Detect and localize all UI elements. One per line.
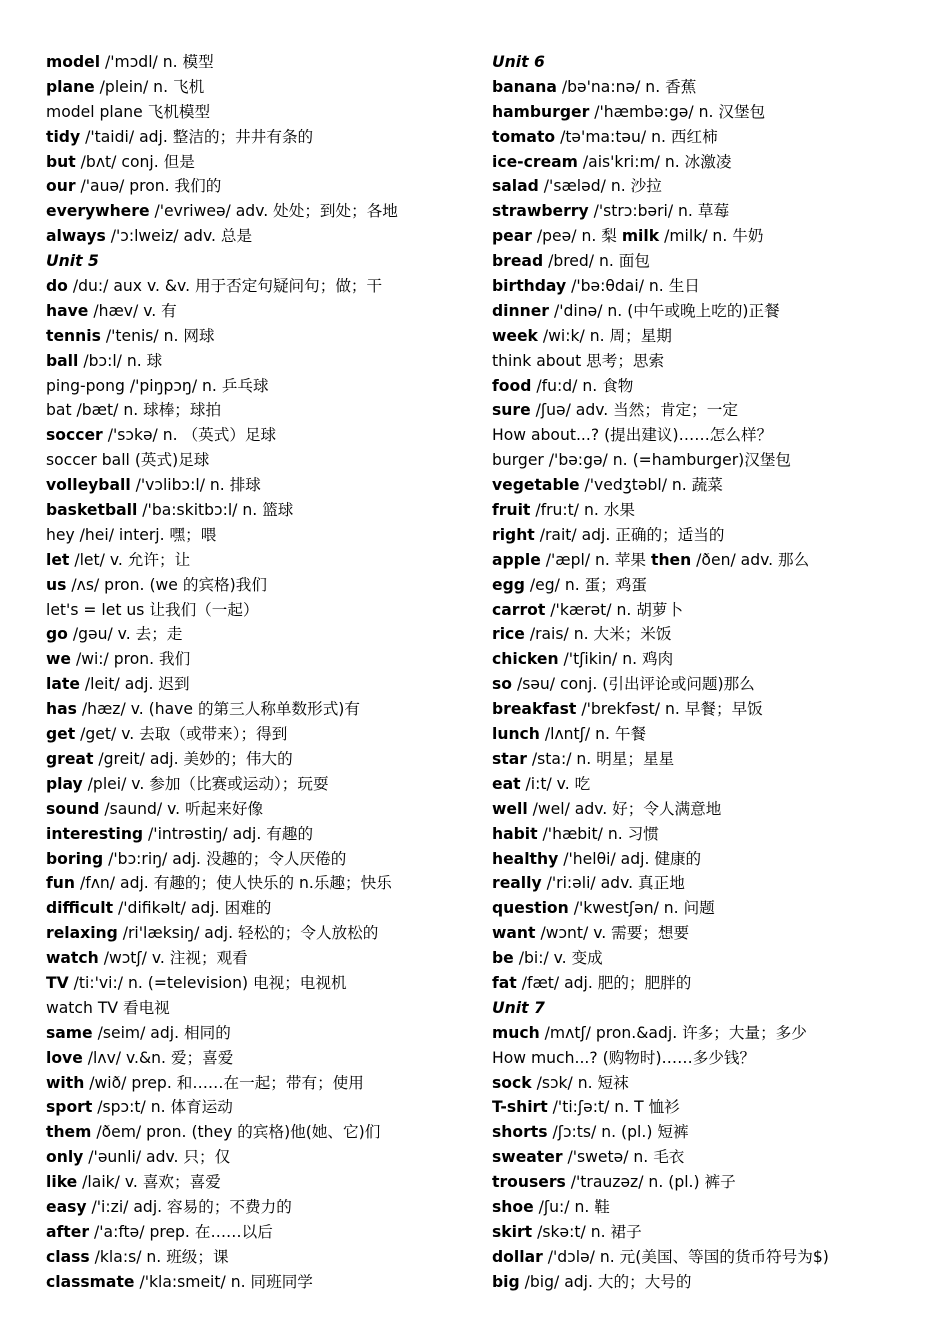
vocab-entry (492, 1145, 942, 1170)
headword: shoe (492, 1197, 534, 1216)
definition: /plei/ v. 参加（比赛或运动）；玩耍 (82, 774, 329, 793)
vocab-entry (492, 398, 942, 423)
vocab-entry (46, 150, 486, 175)
definition: /wi:k/ n. 周；星期 (537, 326, 672, 345)
definition: hey /hei/ interj. 嘿；喂 (46, 525, 217, 544)
vocab-entry (46, 1095, 486, 1120)
vocab-entry (46, 822, 486, 847)
definition: /fu:d/ n. 食物 (531, 376, 634, 395)
vocab-entry (46, 971, 486, 996)
headword: big (492, 1272, 520, 1291)
definition: /sta:/ n. 明星；星星 (526, 749, 675, 768)
vocab-entry (46, 1021, 486, 1046)
vocab-entry (46, 1195, 486, 1220)
headword: basketball (46, 501, 138, 520)
definition: /'sæləd/ n. 沙拉 (538, 177, 662, 196)
vocab-entry (46, 1245, 486, 1270)
definition: /skə:t/ n. 裙子 (532, 1222, 642, 1241)
definition: /'kla:smeit/ n. 同班同学 (134, 1272, 313, 1291)
headword: do (46, 277, 68, 296)
vocab-entry (46, 797, 486, 822)
headword: ball (46, 351, 79, 370)
definition: /ʌs/ pron. (we 的宾格)我们 (66, 575, 267, 594)
left-column (46, 50, 486, 1295)
vocab-entry (492, 598, 942, 623)
vocab-entry (492, 374, 942, 399)
headword: always (46, 227, 106, 246)
vocab-entry (46, 274, 486, 299)
headword: soccer (46, 426, 103, 445)
headword: let (46, 550, 70, 569)
vocab-entry (492, 573, 942, 598)
vocab-entry (46, 224, 486, 249)
vocab-entry (492, 1071, 942, 1096)
headword: get (46, 725, 76, 744)
definition: /laik/ v. 喜欢；喜爱 (77, 1173, 221, 1192)
definition: /bɔ:l/ n. 球 (78, 351, 163, 370)
headword: hamburger (492, 102, 590, 121)
definition: /fʌn/ adj. 有趣的；使人快乐的 n.乐趣；快乐 (75, 874, 392, 893)
headword: tidy (46, 127, 81, 146)
vocab-entry (492, 921, 942, 946)
vocab-entry (46, 1170, 486, 1195)
vocab-entry (46, 498, 486, 523)
vocab-entry (46, 622, 486, 647)
definition: let's = let us 让我们（一起） (46, 600, 259, 619)
vocab-entry (492, 946, 942, 971)
vocab-entry (492, 249, 942, 274)
definition: /mʌtʃ/ pron.&adj. 许多；大量；多少 (539, 1023, 807, 1042)
definition: /'hæmbə:gə/ n. 汉堡包 (589, 102, 766, 121)
definition: /'auə/ pron. 我们的 (75, 177, 222, 196)
definition: /ʃɔ:ts/ n. (pl.) 短裤 (547, 1123, 689, 1142)
definition: /ti:'vi:/ n. (=television) 电视；电视机 (68, 973, 347, 992)
definition: /'i:zi/ adj. 容易的；不费力的 (86, 1197, 292, 1216)
definition: /'swetə/ n. 毛衣 (562, 1148, 685, 1167)
definition: /peə/ n. 梨 (531, 227, 622, 246)
headword: has (46, 700, 77, 719)
definition: /get/ v. 去取（或带来）；得到 (75, 725, 288, 744)
headword: sound (46, 799, 100, 818)
headword: carrot (492, 600, 546, 619)
headword: we (46, 650, 71, 669)
headword: great (46, 749, 94, 768)
definition: /'dinə/ n. (中午或晚上吃的)正餐 (548, 301, 780, 320)
vocab-entry (46, 125, 486, 150)
vocab-entry (46, 100, 486, 125)
headword: well (492, 799, 528, 818)
definition: /seim/ adj. 相同的 (92, 1023, 231, 1042)
headword: have (46, 301, 89, 320)
vocab-entry (492, 448, 942, 473)
definition: /plein/ n. 飞机 (94, 77, 205, 96)
vocab-entry (492, 871, 942, 896)
vocab-entry (492, 1046, 942, 1071)
definition: How much...? (购物时)……多少钱？ (492, 1048, 756, 1067)
definition: /'tenis/ n. 网球 (100, 326, 215, 345)
definition: /'ti:ʃə:t/ n. T 恤衫 (547, 1098, 680, 1117)
headword: bread (492, 252, 544, 271)
vocab-entry (46, 548, 486, 573)
vocab-entry (46, 946, 486, 971)
vocab-entry (46, 896, 486, 921)
vocab-entry (492, 548, 942, 573)
vocab-entry (492, 125, 942, 150)
vocab-entry (492, 847, 942, 872)
headword: lunch (492, 725, 540, 744)
vocab-entry (492, 722, 942, 747)
headword: dinner (492, 301, 549, 320)
headword: sweater (492, 1148, 563, 1167)
vocab-entry (492, 75, 942, 100)
vocab-entry (492, 423, 942, 448)
headword: same (46, 1023, 93, 1042)
definition: /big/ adj. 大的；大号的 (519, 1272, 692, 1291)
definition: /wel/ adv. 好；令人满意地 (527, 799, 722, 818)
definition: /'bɔ:riŋ/ adj. 没趣的；令人厌倦的 (103, 849, 347, 868)
headword: right (492, 525, 535, 544)
definition: /'evriweə/ adv. 处处；到处；各地 (149, 202, 398, 221)
unit-heading: Unit 5 (46, 252, 99, 271)
definition: /'hæbit/ n. 习惯 (537, 824, 659, 843)
definition: /səu/ conj. (引出评论或问题)那么 (512, 675, 755, 694)
definition: /'taidi/ adj. 整洁的；井井有条的 (80, 127, 314, 146)
definition: /greit/ adj. 美妙的；伟大的 (93, 749, 293, 768)
headword: classmate (46, 1272, 135, 1291)
definition: /wi:/ pron. 我们 (70, 650, 191, 669)
headword: chicken (492, 650, 559, 669)
vocab-entry (492, 349, 942, 374)
vocab-entry (46, 647, 486, 672)
headword: sure (492, 401, 531, 420)
definition: /lʌntʃ/ n. 午餐 (539, 725, 647, 744)
vocab-entry (492, 797, 942, 822)
vocab-entry (492, 747, 942, 772)
vocab-entry (46, 1071, 486, 1096)
headword: habit (492, 824, 538, 843)
vocab-entry (492, 1245, 942, 1270)
headword: really (492, 874, 542, 893)
headword: so (492, 675, 512, 694)
vocab-entry (46, 50, 486, 75)
headword: interesting (46, 824, 144, 843)
vocab-entry (492, 473, 942, 498)
vocab-entry (492, 224, 942, 249)
vocab-entry (492, 274, 942, 299)
vocab-entry (46, 199, 486, 224)
definition: /gəu/ v. 去；走 (67, 625, 183, 644)
unit-heading: Unit 7 (492, 998, 545, 1017)
vocab-entry (492, 1021, 942, 1046)
vocab-entry (46, 921, 486, 946)
definition: /ʃuə/ adv. 当然；肯定；一定 (530, 401, 738, 420)
headword: but (46, 152, 76, 171)
definition: /fæt/ adj. 肥的；肥胖的 (516, 973, 692, 992)
definition: /'bə:θdai/ n. 生日 (566, 277, 700, 296)
headword: be (492, 949, 514, 968)
vocab-entry (46, 523, 486, 548)
vocab-entry (46, 672, 486, 697)
headword: them (46, 1123, 92, 1142)
headword: fun (46, 874, 75, 893)
headword: like (46, 1173, 78, 1192)
vocab-entry (492, 1270, 942, 1295)
vocab-entry (492, 672, 942, 697)
definition: /'sɔkə/ n. （英式）足球 (102, 426, 277, 445)
headword: then (650, 550, 692, 569)
definition: /ais'kri:m/ n. 冰激凌 (577, 152, 732, 171)
definition: /ʃu:/ n. 鞋 (533, 1197, 610, 1216)
vocab-entry (492, 697, 942, 722)
vocab-entry (46, 598, 486, 623)
definition: /rait/ adj. 正确的；适当的 (534, 525, 725, 544)
vocab-entry (46, 847, 486, 872)
headword: week (492, 326, 538, 345)
unit-heading: Unit 6 (492, 53, 545, 71)
definition: /rais/ n. 大米；米饭 (524, 625, 672, 644)
definition: /'strɔ:bəri/ n. 草莓 (588, 202, 730, 221)
headword: salad (492, 177, 539, 196)
definition: /'ba:skitbɔ:l/ n. 篮球 (137, 501, 294, 520)
headword: love (46, 1048, 83, 1067)
headword: question (492, 899, 569, 918)
definition: /sɔk/ n. 短袜 (531, 1073, 629, 1092)
vocab-entry (46, 1046, 486, 1071)
headword: vegetable (492, 476, 580, 495)
vocab-entry (46, 349, 486, 374)
vocab-entry (492, 199, 942, 224)
definition: /'brekfəst/ n. 早餐；早饭 (576, 700, 763, 719)
vocab-entry (46, 1270, 486, 1295)
definition: soccer ball (英式)足球 (46, 451, 210, 470)
headword: watch (46, 949, 99, 968)
headword: plane (46, 77, 95, 96)
definition: /'əunli/ adv. 只；仅 (83, 1148, 231, 1167)
vocab-entry (46, 324, 486, 349)
definition: /fru:t/ n. 水果 (530, 501, 635, 520)
definition: /wɔtʃ/ v. 注视；观看 (98, 949, 248, 968)
headword: apple (492, 550, 541, 569)
definition: /'ri:əli/ adv. 真正地 (541, 874, 685, 893)
vocab-entry (46, 398, 486, 423)
definition: /'vedʒtəbl/ n. 蔬菜 (579, 476, 723, 495)
definition: bat /bæt/ n. 球棒；球拍 (46, 401, 222, 420)
definition: How about...? (提出建议)……怎么样？ (492, 426, 773, 445)
headword: tomato (492, 127, 556, 146)
headword: fat (492, 973, 517, 992)
vocab-entry (492, 622, 942, 647)
definition: burger /'bə:gə/ n. (=hamburger)汉堡包 (492, 451, 792, 470)
definition: /hæv/ v. 有 (88, 301, 177, 320)
headword: sock (492, 1073, 532, 1092)
definition: /'kærət/ n. 胡萝卜 (545, 600, 684, 619)
definition: /wɔnt/ v. 需要；想要 (535, 924, 690, 943)
definition: ping-pong /'piŋpɔŋ/ n. 乒乓球 (46, 376, 269, 395)
headword: breakfast (492, 700, 577, 719)
headword: our (46, 177, 76, 196)
headword: dollar (492, 1247, 543, 1266)
headword: relaxing (46, 924, 118, 943)
definition: /'dɔlə/ n. 元(美国、等国的货币符号为$) (542, 1247, 829, 1266)
vocab-entry (46, 174, 486, 199)
headword: volleyball (46, 476, 131, 495)
definition: watch TV 看电视 (46, 998, 170, 1017)
headword: healthy (492, 849, 559, 868)
vocab-entry (492, 523, 942, 548)
headword: banana (492, 77, 557, 96)
headword: pear (492, 227, 532, 246)
vocab-entry (492, 150, 942, 175)
vocab-entry (46, 299, 486, 324)
vocab-entry (492, 772, 942, 797)
headword: egg (492, 575, 525, 594)
headword: us (46, 575, 67, 594)
vocab-entry (46, 1145, 486, 1170)
definition: /tə'ma:təu/ n. 西红柿 (555, 127, 718, 146)
definition: /i:t/ v. 吃 (520, 774, 591, 793)
headword: fruit (492, 501, 531, 520)
headword: birthday (492, 277, 567, 296)
vocab-entry (492, 1195, 942, 1220)
definition: /du:/ aux v. &v. 用于否定句疑问句；做；干 (67, 277, 383, 296)
vocab-entry (46, 772, 486, 797)
definition: /ðen/ adv. 那么 (691, 550, 810, 569)
vocab-entry (46, 996, 486, 1021)
definition: /hæz/ v. (have 的第三人称单数形式)有 (76, 700, 360, 719)
headword: only (46, 1148, 84, 1167)
definition: /kla:s/ n. 班级；课 (89, 1247, 229, 1266)
vocab-entry (46, 473, 486, 498)
definition: model plane 飞机模型 (46, 102, 211, 121)
definition: /'tʃikin/ n. 鸡肉 (558, 650, 674, 669)
headword: everywhere (46, 202, 150, 221)
definition: /lʌv/ v.&n. 爱；喜爱 (82, 1048, 234, 1067)
vocab-entry (46, 448, 486, 473)
definition: /'vɔlibɔ:l/ n. 排球 (130, 476, 261, 495)
headword: T-shirt (492, 1098, 548, 1117)
vocab-entry (46, 1220, 486, 1245)
definition: /ðem/ pron. (they 的宾格)他(她、它)们 (91, 1123, 381, 1142)
headword: TV (46, 973, 69, 992)
right-column (492, 50, 942, 1295)
vocab-entry (492, 1220, 942, 1245)
headword: skirt (492, 1222, 533, 1241)
vocab-entry (492, 324, 942, 349)
definition: /ri'læksiŋ/ adj. 轻松的；令人放松的 (117, 924, 379, 943)
vocab-entry (492, 1120, 942, 1145)
definition: /'difikəlt/ adj. 困难的 (113, 899, 272, 918)
definition: /'intrəstiŋ/ adj. 有趣的 (143, 824, 314, 843)
vocab-entry (492, 299, 942, 324)
definition: /bi:/ v. 变成 (513, 949, 603, 968)
vocab-entry (46, 871, 486, 896)
vocab-entry (46, 747, 486, 772)
definition: /bʌt/ conj. 但是 (75, 152, 195, 171)
vocab-entry (46, 423, 486, 448)
definition: /spɔ:t/ n. 体育运动 (92, 1098, 233, 1117)
vocab-entry (492, 174, 942, 199)
headword: play (46, 774, 83, 793)
definition: /'trauzəz/ n. (pl.) 裤子 (565, 1173, 736, 1192)
headword: late (46, 675, 80, 694)
headword: ice-cream (492, 152, 578, 171)
headword: boring (46, 849, 104, 868)
headword: go (46, 625, 68, 644)
definition: /bred/ n. 面包 (543, 252, 650, 271)
vocab-entry (492, 647, 942, 672)
headword: much (492, 1023, 540, 1042)
headword: want (492, 924, 536, 943)
vocab-entry (492, 971, 942, 996)
headword: food (492, 376, 532, 395)
headword: difficult (46, 899, 114, 918)
definition: /'mɔdl/ n. 模型 (100, 53, 214, 71)
vocab-entry (46, 1120, 486, 1145)
definition: /leit/ adj. 迟到 (79, 675, 190, 694)
vocab-entry (46, 374, 486, 399)
headword: easy (46, 1197, 87, 1216)
definition: /'a:ftə/ prep. 在……以后 (89, 1222, 273, 1241)
headword: strawberry (492, 202, 589, 221)
definition: /wið/ prep. 和……在一起；带有；使用 (84, 1073, 364, 1092)
headword: star (492, 749, 527, 768)
headword: model (46, 53, 101, 71)
vocab-entry (46, 697, 486, 722)
vocab-entry (46, 573, 486, 598)
headword: with (46, 1073, 85, 1092)
headword: tennis (46, 326, 101, 345)
definition: /'helθi/ adj. 健康的 (558, 849, 702, 868)
headword: milk (621, 227, 660, 246)
headword: after (46, 1222, 90, 1241)
vocab-entry (492, 498, 942, 523)
definition: /milk/ n. 牛奶 (659, 227, 764, 246)
headword: eat (492, 774, 521, 793)
definition: /eg/ n. 蛋；鸡蛋 (524, 575, 647, 594)
vocab-entry (46, 722, 486, 747)
headword: rice (492, 625, 525, 644)
headword: sport (46, 1098, 93, 1117)
vocab-entry (492, 822, 942, 847)
definition: /bə'na:nə/ n. 香蕉 (556, 77, 697, 96)
headword: shorts (492, 1123, 548, 1142)
definition: think about 思考；思索 (492, 351, 665, 370)
definition: /'kwestʃən/ n. 问题 (568, 899, 715, 918)
vocab-entry (46, 75, 486, 100)
headword: trousers (492, 1173, 566, 1192)
definition: /saund/ v. 听起来好像 (99, 799, 264, 818)
definition: /let/ v. 允许；让 (69, 550, 191, 569)
definition: /'æpl/ n. 苹果 (540, 550, 651, 569)
vocab-entry (492, 100, 942, 125)
definition: /'ɔ:lweiz/ adv. 总是 (105, 227, 253, 246)
headword: class (46, 1247, 90, 1266)
vocab-entry (492, 896, 942, 921)
vocab-entry (492, 1170, 942, 1195)
vocab-entry (492, 1095, 942, 1120)
